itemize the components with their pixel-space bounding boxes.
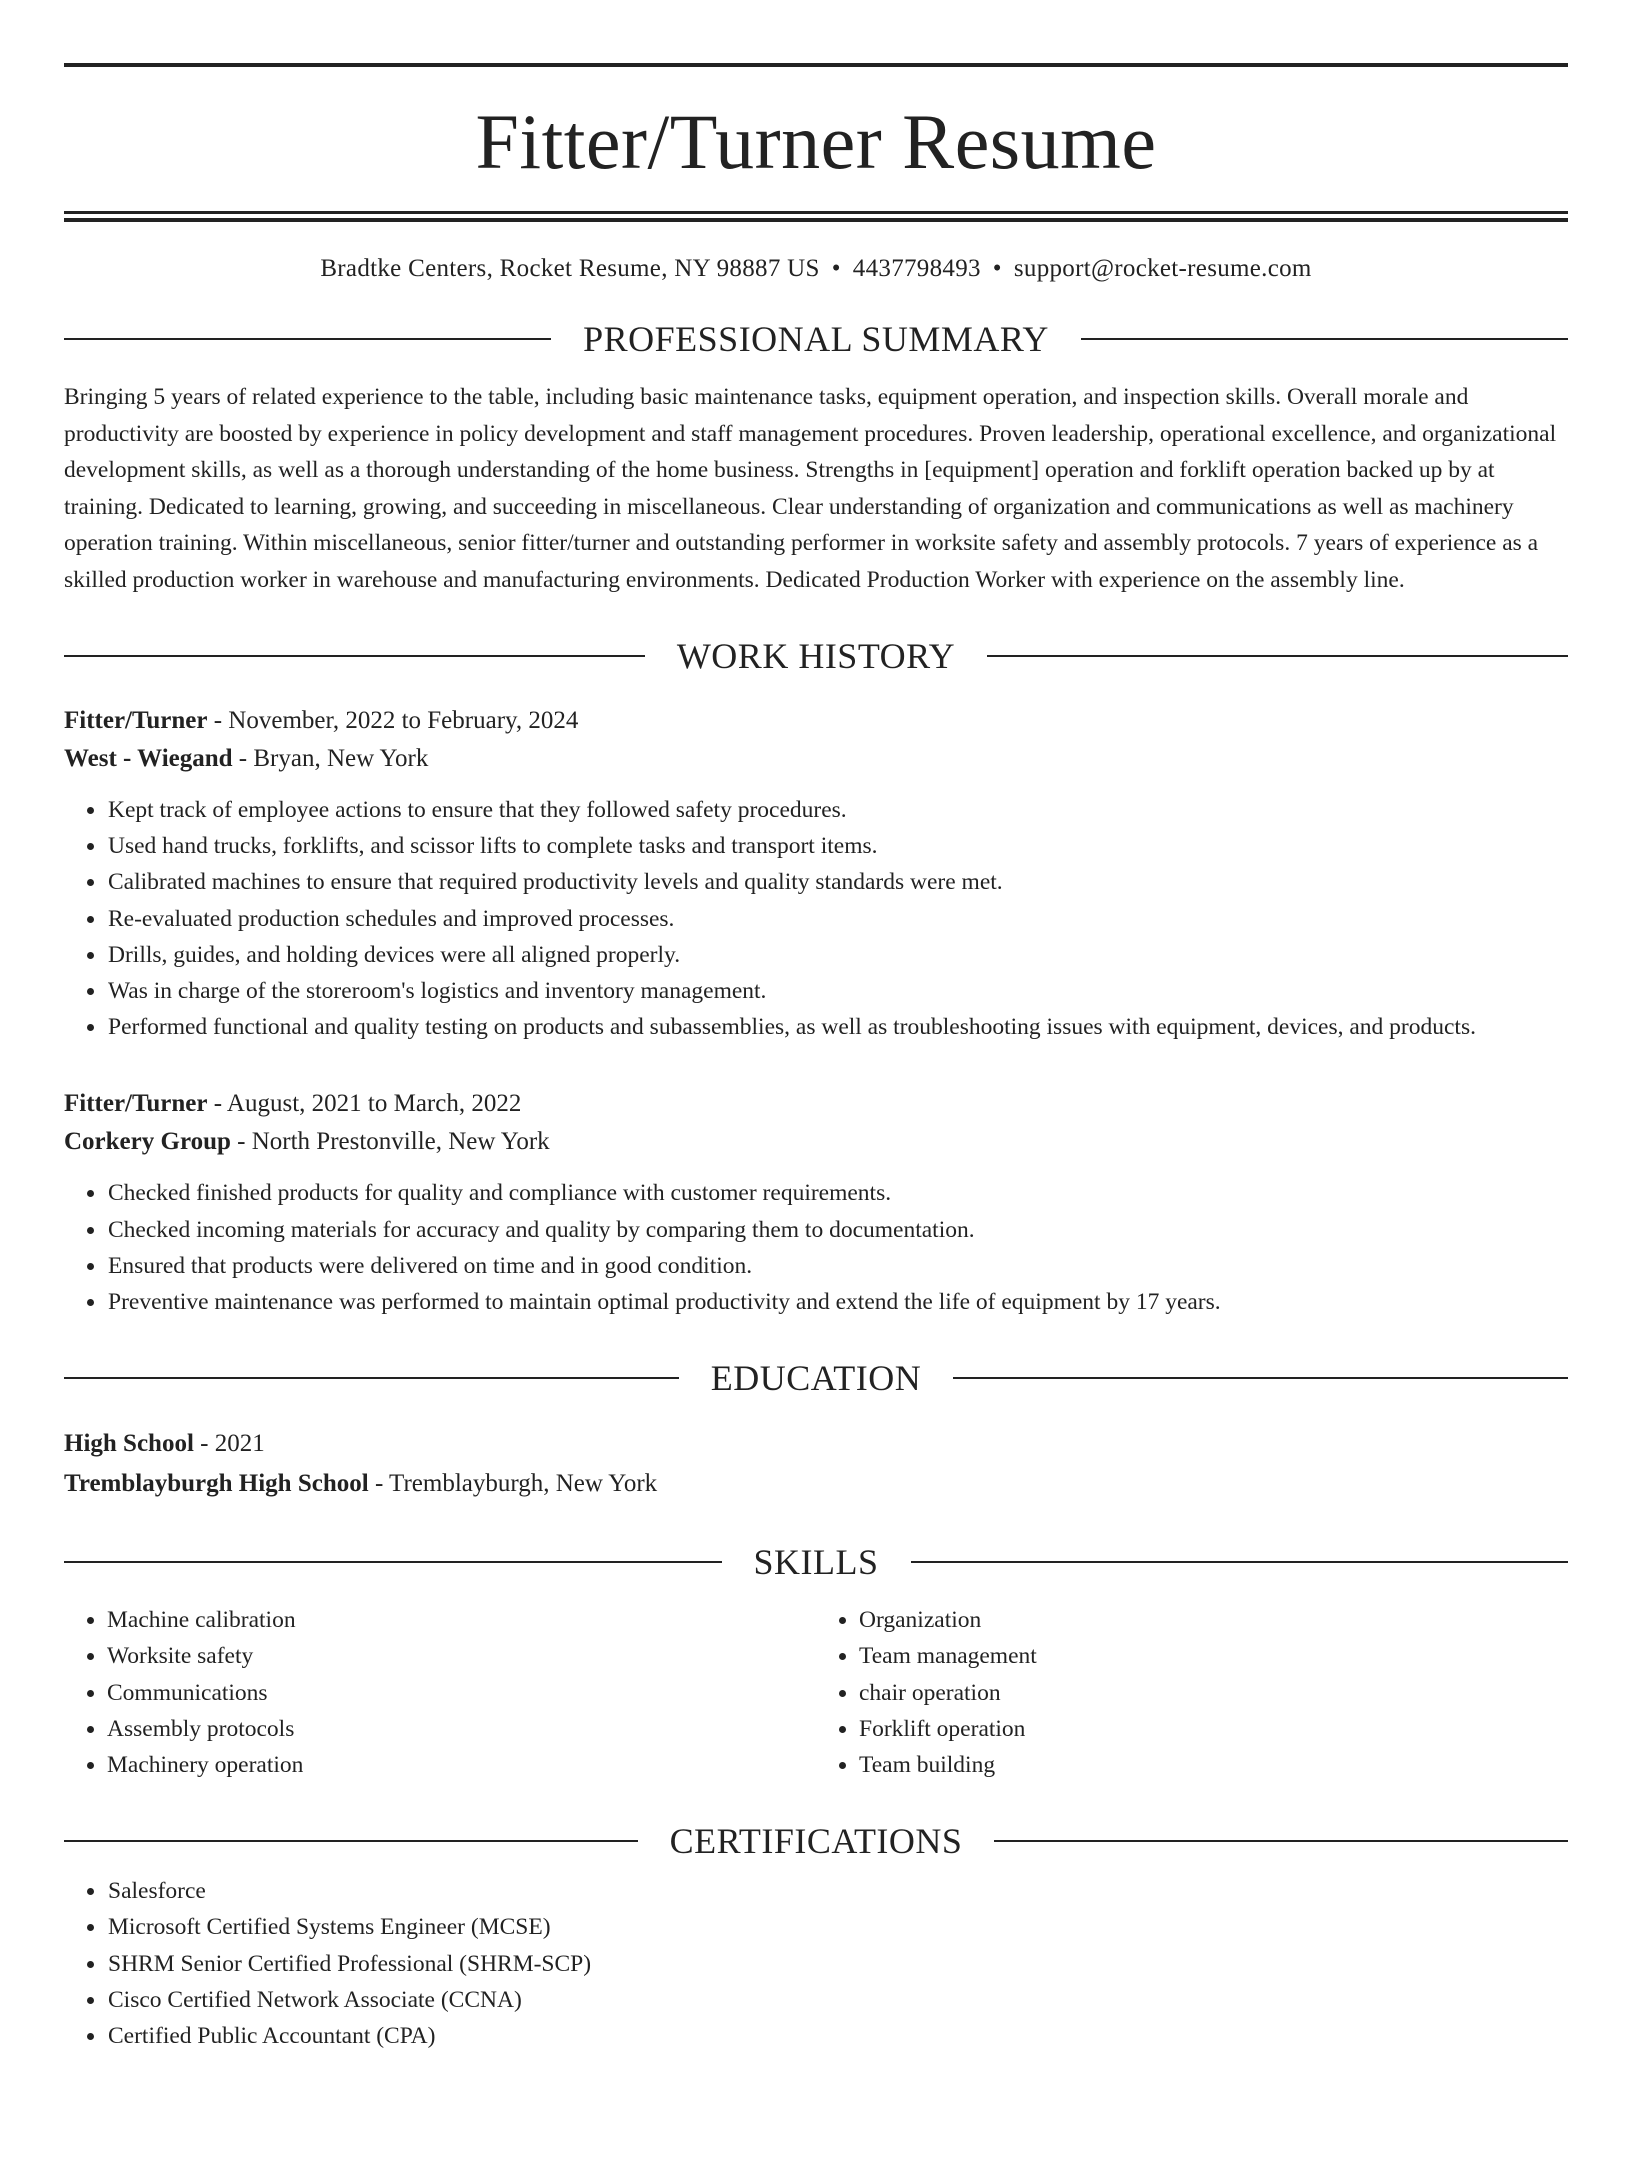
certification-item: • Microsoft Certified Systems Engineer (MCSE) xyxy=(107,1909,1568,1945)
section-heading-education xyxy=(64,1358,1568,1399)
list-item: • Used hand trucks, forklifts, and scissor lifts to complete tasks and transport items. xyxy=(107,828,1568,864)
divider-line xyxy=(64,338,551,340)
education-degree-line xyxy=(64,1424,1568,1464)
job-dates: - August, 2021 to March, 2022 xyxy=(207,1090,522,1118)
divider-line xyxy=(911,1561,1569,1563)
certification-item: • Cisco Certified Network Associate (CCNA) xyxy=(107,1982,1568,2018)
education-degree: High School xyxy=(64,1430,194,1458)
divider-line xyxy=(64,655,645,657)
contact-separator: • xyxy=(992,255,1002,282)
skill-item: • Assembly protocols xyxy=(107,1711,816,1747)
divider-line xyxy=(64,1561,722,1563)
section-heading-work xyxy=(64,638,1568,674)
section-heading-summary xyxy=(64,321,1568,357)
job-dates: - November, 2022 to February, 2024 xyxy=(207,707,579,734)
job-entry xyxy=(64,1085,1568,1320)
summary-text: Bringing 5 years of related experience to the table, including basic maintenance tasks, equipment operation, and inspection skills. Overall morale and productivity are boosted by experience in policy development and staff management procedures. Proven leadership, operational excellence, and organizational development skills, as well as a thorough understanding of the home business. Strengths in [equipment] operation and forklift operation backed up by at training. Dedicated to learning, growing, and succeeding in miscellaneous. Clear understanding of organization and communications as well as machinery operation training. Within miscellaneous, senior fitter/turner and outstanding performer in worksite safety and assembly protocols. 7 years of experience as a skilled production worker in warehouse and manufacturing environments. Dedicated Production Worker with experience on the assembly line. xyxy=(64,384,1557,593)
job-title: Fitter/Turner xyxy=(64,1090,208,1118)
section-title: EDUCATION xyxy=(710,1358,922,1399)
list-item: • Kept track of employee actions to ensure that they followed safety procedures. xyxy=(107,792,1568,828)
resume-page xyxy=(0,63,1632,2175)
education-school-line xyxy=(64,1464,1568,1504)
skill-item: • Forklift operation xyxy=(859,1711,1568,1747)
contact-email[interactable]: support@rocket-resume.com xyxy=(1013,255,1312,282)
section-heading-certifications xyxy=(64,1821,1568,1862)
divider-line xyxy=(64,1377,679,1379)
resume-title: Fitter/Turner Resume xyxy=(475,98,1157,185)
contact-line xyxy=(64,256,1568,281)
list-item: • Performed functional and quality testing on products and subassemblies, as well as troubleshooting issues with equipment, devices, and products. xyxy=(107,1009,1568,1045)
certification-item: • SHRM Senior Certified Professional (SHRM-SCP) xyxy=(107,1946,1568,1982)
section-heading-skills xyxy=(64,1542,1568,1583)
job-company: West - Wiegand xyxy=(64,745,233,772)
skill-item: • chair operation xyxy=(859,1675,1568,1711)
job-company-line xyxy=(64,1123,1568,1161)
divider-line xyxy=(953,1377,1568,1379)
education-year: - 2021 xyxy=(193,1430,265,1458)
skills-columns xyxy=(64,1602,1568,1783)
section-title: SKILLS xyxy=(753,1542,879,1583)
divider-line xyxy=(994,1840,1568,1842)
education-school: Tremblayburgh High School xyxy=(64,1470,369,1498)
top-rule xyxy=(64,63,1568,67)
skills-list-right xyxy=(816,1602,1568,1783)
certification-item: • Salesforce xyxy=(107,1873,1568,1909)
job-title: Fitter/Turner xyxy=(64,707,208,734)
certification-item: • Certified Public Accountant (CPA) xyxy=(107,2018,1568,2054)
double-rule xyxy=(64,211,1568,222)
education-location: - Tremblayburgh, New York xyxy=(368,1470,658,1498)
list-item: • Re-evaluated production schedules and improved processes. xyxy=(107,901,1568,937)
contact-address: Bradtke Centers, Rocket Resume, NY 98887 US xyxy=(320,255,820,282)
list-item: • Checked incoming materials for accuracy and quality by comparing them to documentation. xyxy=(107,1212,1568,1248)
section-title: WORK HISTORY xyxy=(676,636,956,676)
contact-separator: • xyxy=(831,255,841,282)
job-entry xyxy=(64,702,1568,1045)
skills-list-left xyxy=(64,1602,816,1783)
list-item: • Drills, guides, and holding devices were all aligned properly. xyxy=(107,937,1568,973)
skill-item: • Worksite safety xyxy=(107,1638,816,1674)
job-title-line xyxy=(64,1085,1568,1123)
contact-phone: 4437798493 xyxy=(852,255,981,282)
divider-line xyxy=(64,1840,638,1842)
list-item: • Calibrated machines to ensure that required productivity levels and quality standards were met. xyxy=(107,864,1568,900)
job-company-line xyxy=(64,740,1568,778)
skill-item: • Organization xyxy=(859,1602,1568,1638)
skill-item: • Machinery operation xyxy=(107,1747,816,1783)
skill-item: • Machine calibration xyxy=(107,1602,816,1638)
list-item: • Checked finished products for quality and compliance with customer requirements. xyxy=(107,1175,1568,1211)
divider-line xyxy=(987,655,1568,657)
skill-item: • Team building xyxy=(859,1747,1568,1783)
job-bullets xyxy=(64,1175,1568,1320)
list-item: • Preventive maintenance was performed to maintain optimal productivity and extend the life of equipment by 17 years. xyxy=(107,1284,1568,1320)
skill-item: • Team management xyxy=(859,1638,1568,1674)
job-location: - North Prestonville, New York xyxy=(230,1128,550,1156)
job-title-line xyxy=(64,702,1568,740)
job-location: - Bryan, New York xyxy=(232,745,429,772)
list-item: • Ensured that products were delivered on time and in good condition. xyxy=(107,1248,1568,1284)
section-title: PROFESSIONAL SUMMARY xyxy=(583,319,1049,359)
list-item: • Was in charge of the storeroom's logistics and inventory management. xyxy=(107,973,1568,1009)
skill-item: • Communications xyxy=(107,1675,816,1711)
section-title: CERTIFICATIONS xyxy=(669,1821,963,1862)
education-entry xyxy=(64,1424,1568,1504)
job-company: Corkery Group xyxy=(64,1128,231,1156)
divider-line xyxy=(1081,338,1568,340)
job-bullets xyxy=(64,792,1568,1045)
certifications-list xyxy=(64,1873,1568,2054)
